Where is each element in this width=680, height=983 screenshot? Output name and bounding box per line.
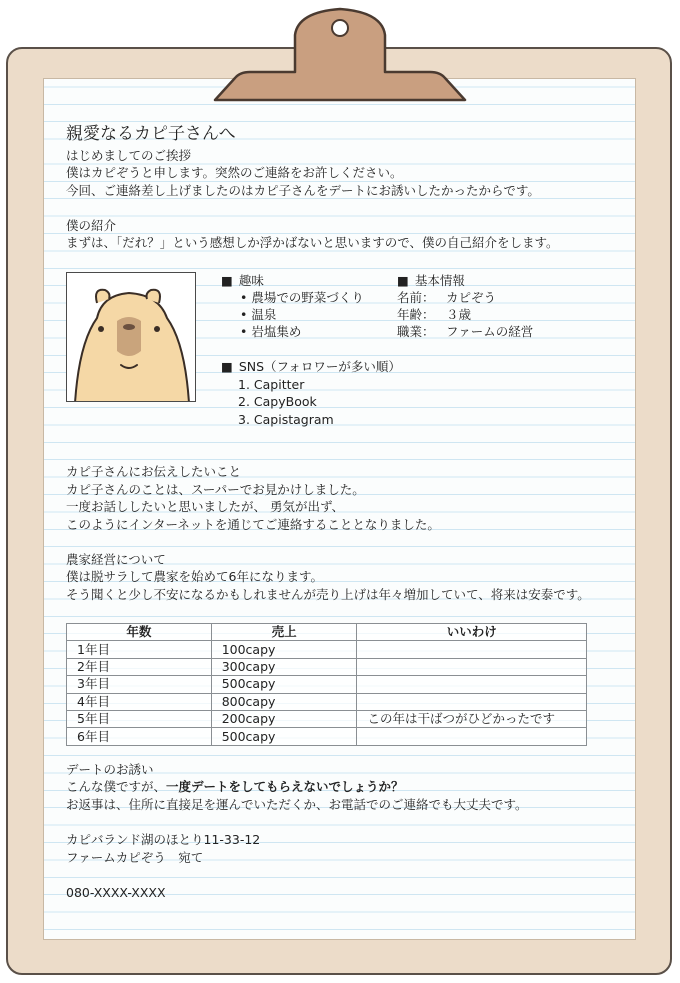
- table-cell: 100capy: [211, 641, 357, 658]
- farm-line: 僕は脱サラして農家を始めて6年になります。: [66, 569, 323, 584]
- phone-number: 080-XXXX-XXXX: [66, 885, 166, 900]
- table-row: [67, 676, 587, 693]
- table-cell: 3年目: [67, 676, 212, 693]
- greeting-heading: はじめましてのご挨拶: [66, 148, 192, 163]
- basic-info-value: カピぞう: [446, 290, 497, 305]
- table-cell: 6年目: [67, 728, 212, 745]
- greeting-line: 僕はカピぞうと申します。突然のご連絡をお許しください。: [66, 165, 403, 180]
- column-header: いいわけ: [357, 624, 587, 641]
- message-line: 一度お話ししたいと思いましたが、 勇気が出ず、: [66, 499, 344, 514]
- table-row: [67, 710, 587, 727]
- table-cell: 1年目: [67, 641, 212, 658]
- hobby-item: • 岩塩集め: [240, 324, 302, 339]
- table-cell: 300capy: [211, 658, 357, 675]
- sns-item: 3. Capistagram: [238, 412, 334, 427]
- sns-item: 2. CapyBook: [238, 394, 317, 409]
- sales-table: [66, 623, 587, 746]
- basic-info-label: 名前：: [397, 290, 435, 305]
- table-cell: 800capy: [211, 693, 357, 710]
- greeting-line: 今回、ご連絡差し上げましたのはカピ子さんをデートにお誘いしたかったからです。: [66, 183, 540, 198]
- farm-heading: 農家経営について: [66, 552, 166, 567]
- table-cell: [357, 728, 587, 745]
- table-cell: [357, 641, 587, 658]
- column-header: 売上: [211, 624, 357, 641]
- basic-info-label: 年齢：: [397, 307, 435, 322]
- column-header: 年数: [67, 624, 212, 641]
- hobby-label: 農場での野菜づくり: [251, 290, 364, 305]
- invitation-prefix: こんな僕ですが、: [66, 779, 167, 794]
- table-row: [67, 728, 587, 745]
- hobby-label: 岩塩集め: [251, 324, 302, 339]
- invitation-question: 一度デートをしてもらえないでしょうか？: [166, 779, 404, 794]
- sns-item: 1. Capitter: [238, 377, 305, 392]
- basic-info-value: ファームの経営: [446, 324, 534, 339]
- capybara-icon: [67, 273, 195, 401]
- table-cell: [357, 676, 587, 693]
- farm-line: そう聞くと少し不安になるかもしれませんが売り上げは年々増加していて、将来は安泰です。: [66, 587, 590, 602]
- table-cell: 5年目: [67, 710, 212, 727]
- hobby-item: • 温泉: [240, 307, 277, 322]
- message-line: カピ子さんのことは、スーパーでお見かけしました。: [66, 482, 365, 497]
- message-line: このようにインターネットを通じてご連絡することとなりました。: [66, 517, 440, 532]
- intro-line: まずは、「だれ？」という感想しか浮かばないと思いますので、僕の自己紹介をします。: [66, 235, 559, 250]
- hobby-label: 温泉: [251, 307, 277, 322]
- hobby-item: • 農場での野菜づくり: [240, 290, 364, 305]
- table-row: [67, 658, 587, 675]
- address-line: カピバランド湖のほとり11-33-12: [66, 832, 261, 847]
- table-cell: 4年目: [67, 693, 212, 710]
- table-row: [67, 693, 587, 710]
- message-heading: カピ子さんにお伝えしたいこと: [66, 464, 242, 479]
- hobbies-heading: ■ 趣味: [221, 272, 264, 289]
- table-cell: この年は干ばつがひどかったです: [357, 710, 587, 727]
- table-row: [67, 641, 587, 658]
- address-recipient: ファームカピぞう 宛て: [66, 850, 204, 865]
- table-cell: 200capy: [211, 710, 357, 727]
- table-cell: 2年目: [67, 658, 212, 675]
- basic-info-label: 職業：: [397, 324, 435, 339]
- invitation-heading: デートのお誘い: [66, 762, 154, 777]
- sns-heading: ■ SNS（フォロワーが多い順）: [221, 358, 401, 375]
- invitation-line: [66, 778, 404, 795]
- table-cell: 500capy: [211, 676, 357, 693]
- basic-info-value: ３歳: [446, 307, 472, 322]
- table-cell: [357, 658, 587, 675]
- table-cell: [357, 693, 587, 710]
- letter-title: 親愛なるカピ子さんへ: [66, 124, 236, 144]
- table-header-row: [67, 624, 587, 641]
- invitation-line: お返事は、住所に直接足を運んでいただくか、お電話でのご連絡でも大丈夫です。: [66, 797, 528, 812]
- table-cell: 500capy: [211, 728, 357, 745]
- clipboard-clip: [0, 0, 680, 110]
- intro-heading: 僕の紹介: [66, 218, 117, 233]
- basic-info-heading: ■ 基本情報: [397, 272, 465, 289]
- capybara-portrait: [66, 272, 196, 402]
